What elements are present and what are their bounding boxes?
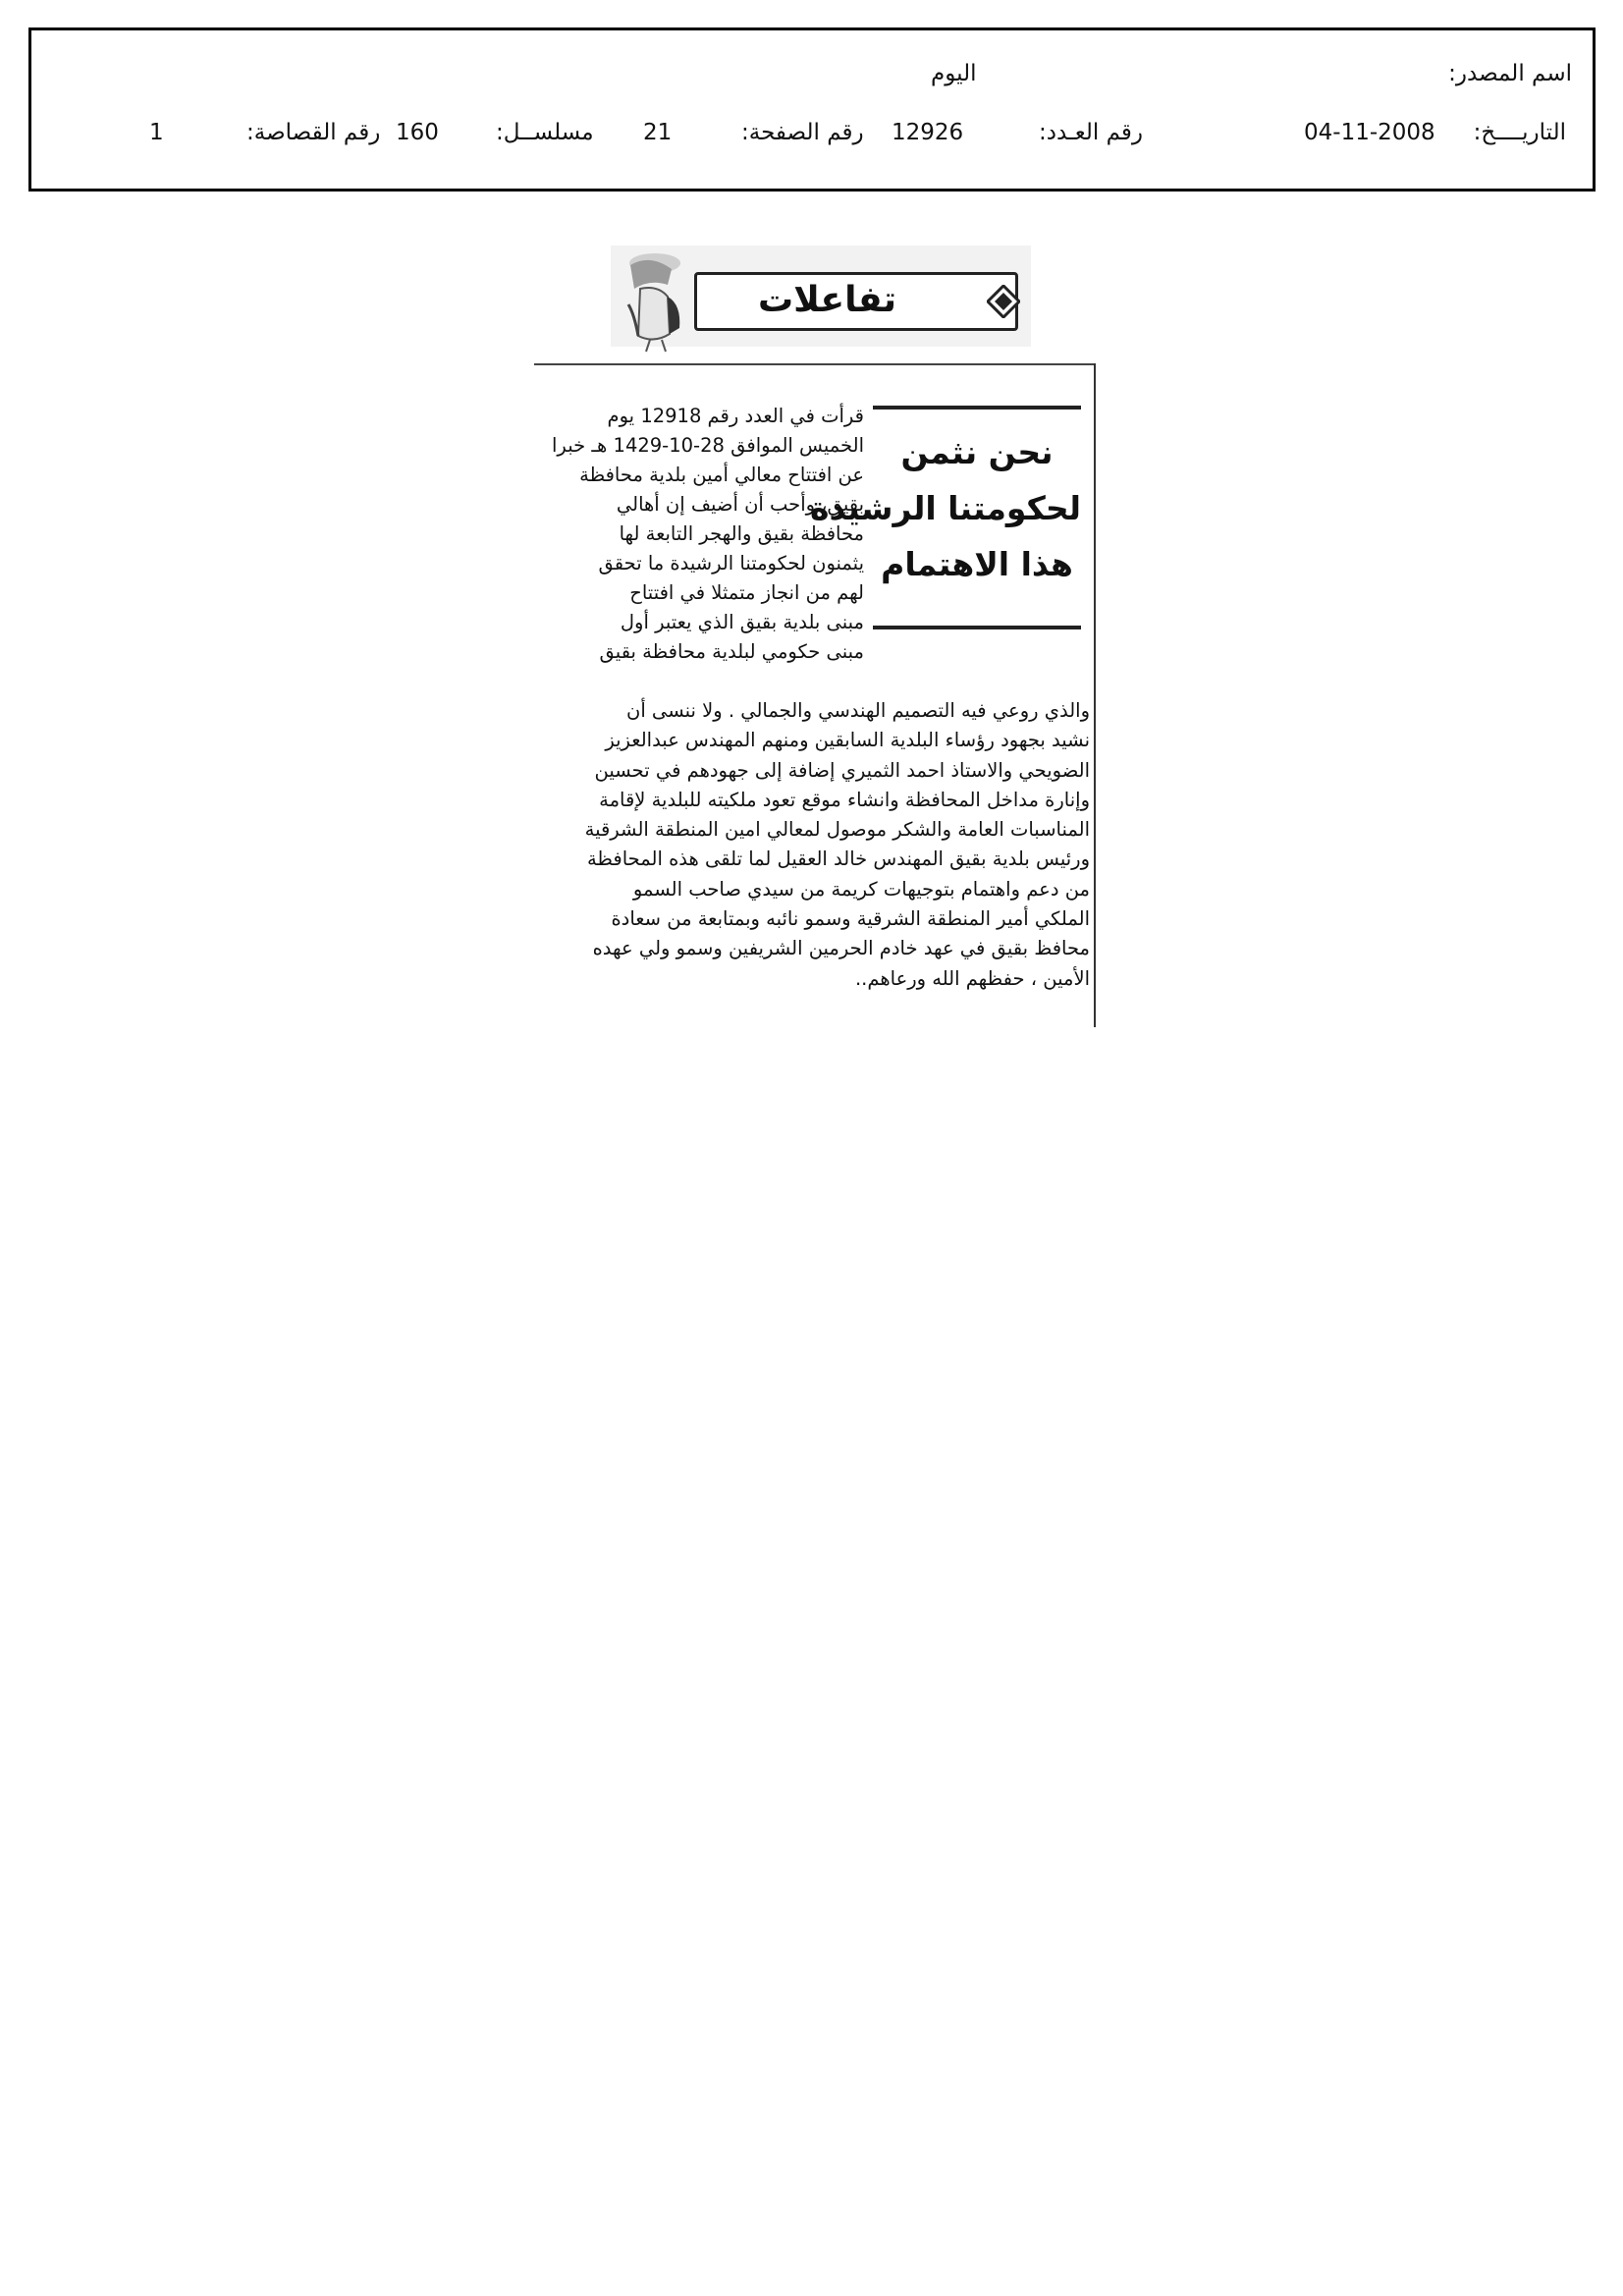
serial-label: مسلســل: [496, 120, 594, 145]
clipping-info-box [28, 27, 1596, 191]
article-body-wide [540, 696, 1090, 994]
date-value: 04-11-2008 [1304, 120, 1435, 145]
body-line: الأمين ، حفظهم الله ورعاهم.. [854, 966, 1090, 990]
body-line: بقيق، وأحب أن أضيف إن أهالي [616, 493, 864, 516]
section-banner [611, 246, 1031, 347]
headline-rule-top [873, 406, 1081, 410]
body-line: قرأت في العدد رقم 12918 يوم [607, 405, 864, 427]
section-title: تفاعلات [758, 280, 897, 320]
issue-value: 12926 [892, 120, 964, 145]
body-line: ورئيس بلدية بقيق المهندس خالد العقيل لما تلقى هذه المحافظة [586, 847, 1090, 871]
headline-rule-bottom [873, 626, 1081, 629]
body-line: يثمنون لحكومتنا الرشيدة ما تحقق [598, 552, 864, 574]
body-line: محافظة بقيق والهجر التابعة لها [619, 522, 864, 545]
body-line: نشيد بجهود رؤساء البلدية السابقين ومنهم المهندس عبدالعزيز [605, 729, 1090, 752]
body-line: من دعم واهتمام بتوجيهات كريمة من سيدي صاحب السمو [632, 877, 1090, 901]
source-value: اليوم [931, 61, 977, 86]
article-body-column [540, 402, 864, 667]
body-line: محافظ بقيق في عهد خادم الحرمين الشريفين وسمو ولي عهده [592, 937, 1090, 960]
headline-line: نحن نثمن [900, 433, 1054, 471]
clip-number-value: 1 [149, 120, 164, 145]
column-rule [1094, 363, 1096, 1027]
source-label: اسم المصدر: [1448, 61, 1572, 86]
body-line: لهم من انجاز متمثلا في افتتاح [629, 581, 864, 604]
page-label: رقم الصفحة: [741, 120, 864, 145]
body-line: والذي روعي فيه التصميم الهندسي والجمالي . ولا ننسى أن [626, 699, 1090, 722]
body-line: مبنى حكومي لبلدية محافظة بقيق [599, 640, 864, 663]
body-line: الضويحي والاستاذ احمد الثميري إضافة إلى جهودهم في تحسين [594, 758, 1090, 782]
body-line: المناسبات العامة والشكر موصول لمعالي امين المنطقة الشرقية [584, 818, 1090, 842]
article-headline [809, 424, 1081, 592]
body-line: الخميس الموافق 28-10-1429 هـ خبرا [552, 434, 864, 457]
headline-line: هذا الاهتمام [881, 545, 1073, 583]
diamond-ornament-icon [987, 285, 1020, 318]
top-rule [534, 363, 1094, 365]
body-line: عن افتتاح معالي أمين بلدية محافظة [579, 464, 864, 486]
body-line: الملكي أمير المنطقة الشرقية وسمو نائبه وبمتابعة من سعادة [611, 907, 1090, 931]
body-line: وإنارة مداخل المحافظة وانشاء موقع تعود ملكيته للبلدية لإقامة [599, 788, 1090, 811]
serial-value: 160 [396, 120, 439, 145]
date-label: التاريــــخ: [1473, 120, 1566, 145]
headline-line: لحكومتنا الرشيدة [809, 489, 1081, 527]
newspaper-clipping [526, 242, 1100, 1027]
page-value: 21 [643, 120, 673, 145]
body-line: مبنى بلدية بقيق الذي يعتبر أول [620, 611, 864, 633]
clip-number-label: رقم القصاصة: [246, 120, 381, 145]
issue-label: رقم العـدد: [1039, 120, 1144, 145]
